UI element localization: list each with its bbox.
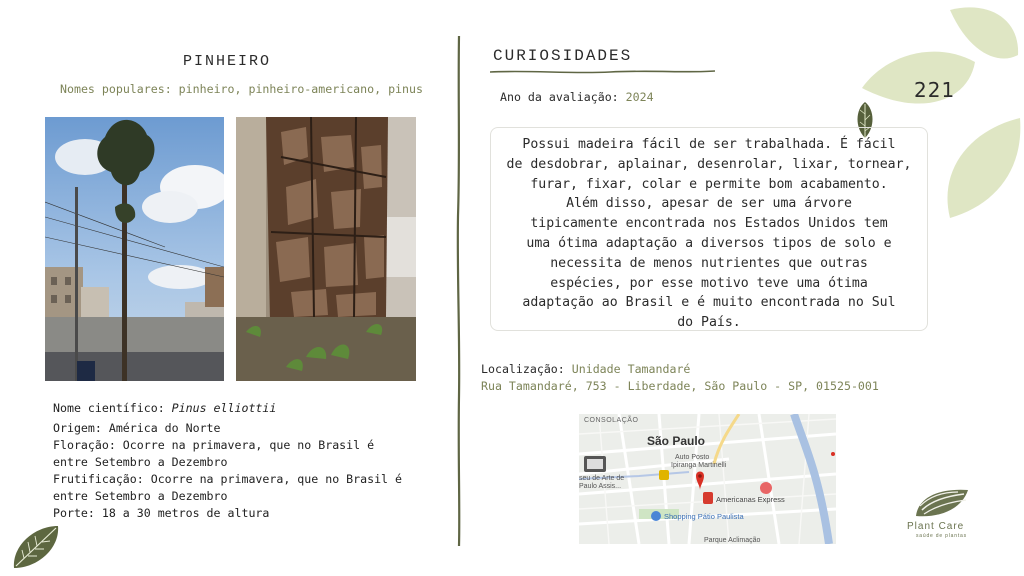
size-text: Porte: 18 a 30 metros de altura <box>53 506 270 520</box>
tree-photo <box>45 117 224 381</box>
fruiting-text-line-2: entre Setembro a Dezembro <box>53 489 228 503</box>
curiosity-line: de desdobrar, aplainar, desenrolar, lixar, tornear, <box>506 156 912 172</box>
location-value: Unidade Tamandaré <box>571 362 691 376</box>
curiosity-line: espécies, por esse motivo teve uma ótima <box>550 275 868 291</box>
location <box>481 361 879 395</box>
page-number: 221 <box>914 78 956 102</box>
curiosity-line: Possui madeira fácil de ser trabalhada. É fácil <box>522 137 896 152</box>
plant-title: PINHEIRO <box>183 53 272 70</box>
scientific-name-value: Pinus elliottii <box>171 401 277 415</box>
curiosity-line: necessita de menos nutrientes que outras <box>550 255 868 271</box>
popular-names-label: Nomes populares: <box>60 82 172 96</box>
map-label-auto-posto-2: Ipiranga Martinelli <box>671 462 727 469</box>
map-label-bottom: Parque Aclimação <box>704 537 761 544</box>
map-label-consolacao: CONSOLAÇÃO <box>584 417 639 424</box>
vertical-divider <box>453 36 465 546</box>
curiosity-line: Além disso, apesar de ser uma árvore <box>566 196 852 212</box>
curiosity-card <box>490 127 928 331</box>
curiosity-line: tipicamente encontrada nos Estados Unidos tem <box>530 216 888 232</box>
curiosity-line: do País. <box>677 315 741 331</box>
scientific-name-label: Nome científico: <box>53 401 165 415</box>
bark-photo <box>236 117 416 381</box>
bark-photo-image <box>236 117 416 381</box>
fruiting-text-line-1: Frutificação: Ocorre na primavera, que no Brasil é <box>53 472 403 486</box>
origin-text: Origem: América do Norte <box>53 421 221 435</box>
curiosity-line: furar, fixar, colar e permite bom acabamento. <box>530 176 888 192</box>
map-label-americanas: Americanas Express <box>716 495 785 504</box>
location-address: Rua Tamandaré, 753 - Liberdade, São Paulo - SP, 01525-001 <box>481 379 879 393</box>
location-label: Localização: <box>481 362 565 376</box>
brand-tagline: saúde de plantas <box>916 533 967 539</box>
flowering-text-line-2: entre Setembro a Dezembro <box>53 455 228 469</box>
curiosity-text <box>499 135 919 333</box>
map-label-museu-1: seu de Arte de <box>579 475 625 482</box>
evaluation-year <box>500 90 654 104</box>
title-underline <box>490 68 715 76</box>
curiosity-line: uma ótima adaptação a diversos tipos de solo e <box>526 235 892 251</box>
popular-names <box>60 82 423 96</box>
evaluation-year-label: Ano da avaliação: <box>500 90 619 104</box>
tree-photo-image <box>45 117 224 381</box>
flowering-text-line-1: Floração: Ocorre na primavera, que no Brasil é <box>53 438 375 452</box>
popular-names-value: pinheiro, pinheiro-americano, pinus <box>178 82 423 96</box>
plant-care-logo-icon <box>912 486 970 520</box>
brand-name: Plant Care <box>907 521 965 532</box>
plant-details <box>53 420 402 522</box>
map-label-sao-paulo: São Paulo <box>647 434 706 448</box>
map-label-shopping: Shopping Pátio Paulista <box>664 512 744 521</box>
curiosities-title: CURIOSIDADES <box>493 47 633 65</box>
evaluation-year-value: 2024 <box>625 90 654 104</box>
location-map[interactable] <box>579 414 836 544</box>
map-label-museu-2: Paulo Assis... <box>579 483 622 490</box>
leaf-decoration-bottom-left <box>10 522 62 572</box>
map-label-auto-posto-1: Auto Posto <box>675 454 710 461</box>
curiosity-line: adaptação ao Brasil e é muito encontrada no Sul <box>522 295 896 311</box>
scientific-name <box>53 400 276 417</box>
